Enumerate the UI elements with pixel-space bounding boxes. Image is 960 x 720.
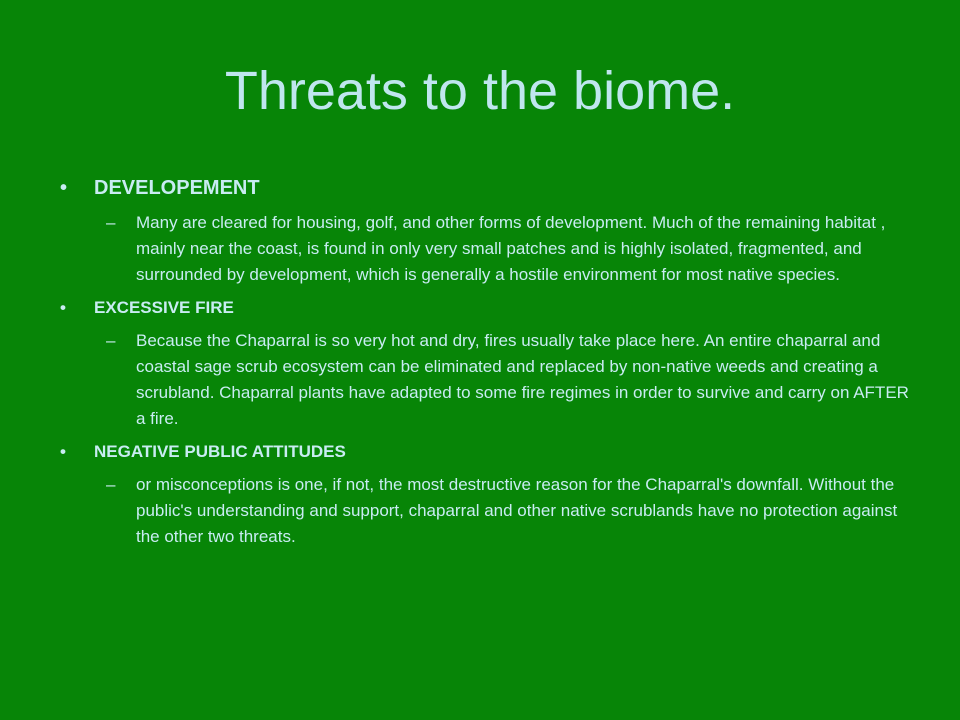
dash-marker: – — [106, 475, 116, 494]
section-text-body: Many are cleared for housing, golf, and other forms of development. Much of the remaining habitat , mainly near the coast, is found in only very small patches and is highly isolated, fragmented, and surrounded by development, which is generally a hostile environment for most native species. — [136, 213, 886, 284]
bullet-marker: • — [60, 442, 66, 461]
section-text-body: or misconceptions is one, if not, the most destructive reason for the Chaparral's downfall. Without the public's understanding and support, chaparral and other native scrublands have no protection against the other two threats. — [136, 475, 898, 546]
section-heading-excessive-fire — [60, 296, 910, 320]
bullet-marker: • — [60, 298, 66, 317]
section-text-development — [60, 210, 910, 288]
bullet-marker: • — [60, 177, 68, 199]
section-heading-label: NEGATIVE PUBLIC ATTITUDES — [94, 442, 346, 461]
slide-title: Threats to the biome. — [224, 61, 736, 121]
slide-content — [60, 174, 910, 558]
section-text-negative-public-attitudes — [60, 472, 910, 550]
section-heading-development — [60, 174, 910, 202]
dash-marker: – — [106, 213, 116, 232]
dash-marker: – — [106, 331, 116, 350]
section-heading-label: DEVELOPEMENT — [94, 177, 260, 199]
section-heading-negative-public-attitudes — [60, 440, 910, 464]
section-heading-label: EXCESSIVE FIRE — [94, 298, 234, 317]
section-text-excessive-fire — [60, 328, 910, 432]
section-text-body: Because the Chaparral is so very hot and dry, fires usually take place here. An entire chaparral and coastal sage scrub ecosystem can be eliminated and replaced by non-native weeds and creating a scrubland. Chaparral plants have adapted to some fire regimes in order to survive and carry on AFTER a fire. — [136, 331, 909, 428]
